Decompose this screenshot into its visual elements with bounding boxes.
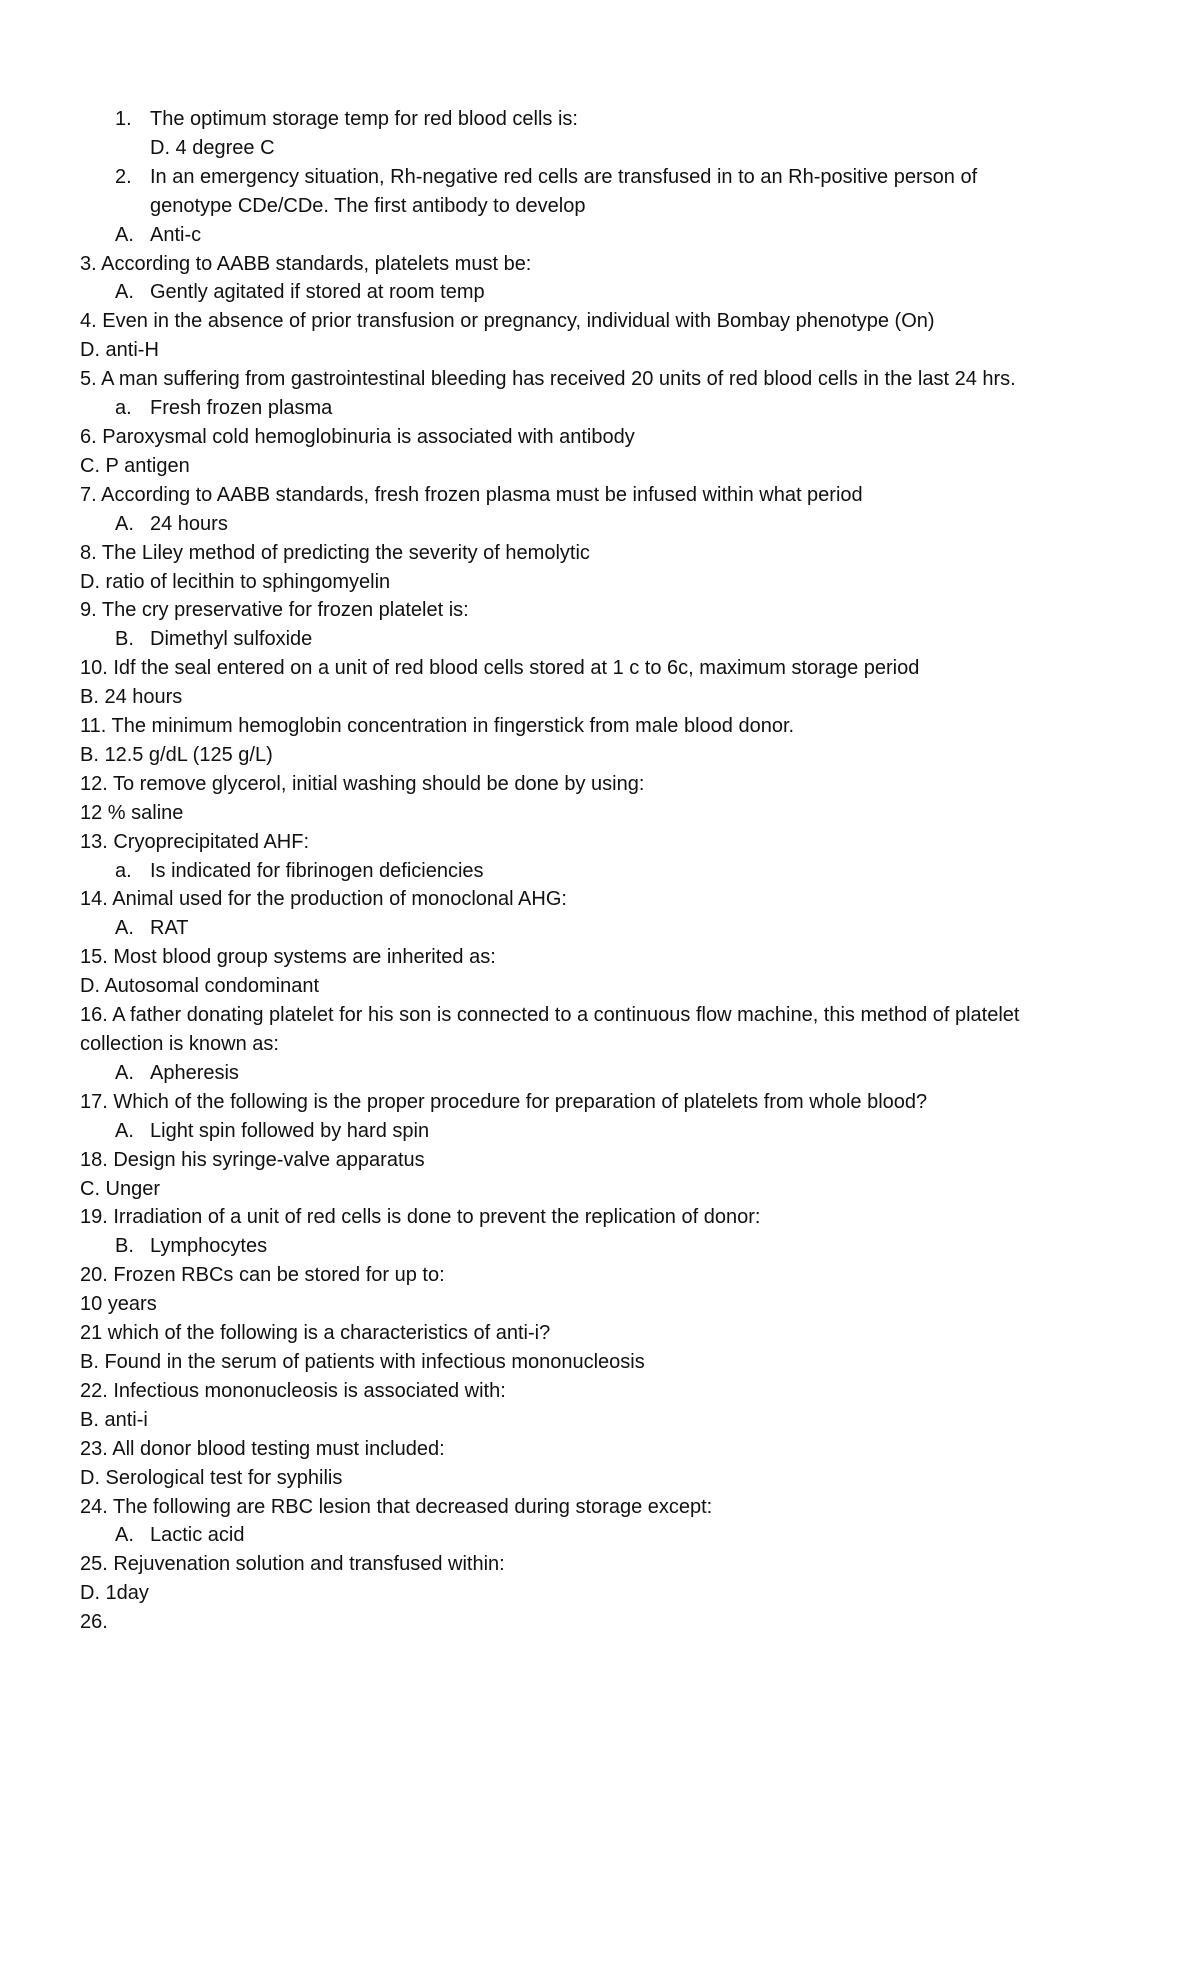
line-text: The optimum storage temp for red blood cells is: (150, 108, 578, 130)
line-text: Lactic acid (150, 1524, 245, 1547)
line-text: Light spin followed by hard spin (150, 1119, 430, 1142)
question-line (80, 1579, 1130, 1608)
question-line (80, 1348, 1130, 1377)
line-text: 5. A man suffering from gastrointestinal bleeding has received 20 units of red blood cells in the last 24 hrs. (80, 368, 1016, 391)
list-marker: 1. (115, 108, 132, 130)
line-text: 7. According to AABB standards, fresh frozen plasma must be infused within what period (80, 483, 863, 506)
list-marker: B. (115, 1235, 134, 1258)
question-line (80, 712, 1130, 741)
list-line (80, 394, 1130, 423)
line-text: D. 1day (80, 1582, 149, 1605)
line-text: genotype CDe/CDe. The first antibody to develop (150, 194, 586, 217)
question-line (80, 307, 1130, 336)
question-line (80, 885, 1130, 914)
line-text: 17. Which of the following is the proper procedure for preparation of platelets from whole blood? (80, 1090, 928, 1113)
question-line (80, 1464, 1130, 1493)
question-line (80, 481, 1130, 510)
question-line (80, 1175, 1130, 1204)
question-line (80, 972, 1130, 1001)
line-text: Is indicated for fibrinogen deficiencies (150, 859, 484, 882)
list-line (80, 914, 1130, 943)
question-line (80, 452, 1130, 481)
line-text: RAT (150, 917, 189, 940)
question-line (80, 770, 1130, 799)
line-text: D. 4 degree C (150, 136, 275, 159)
line-text: Dimethyl sulfoxide (150, 628, 313, 651)
list-marker: A. (115, 917, 134, 940)
line-text: 6. Paroxysmal cold hemoglobinuria is associated with antibody (80, 425, 635, 448)
list-marker: 2. (115, 165, 132, 188)
question-line (80, 1261, 1130, 1290)
question-line (80, 1493, 1130, 1522)
line-text: 21 which of the following is a characteristics of anti-i? (80, 1322, 551, 1345)
list-marker: a. (115, 859, 132, 882)
line-text: 8. The Liley method of predicting the severity of hemolytic (80, 541, 590, 564)
question-line (80, 828, 1130, 857)
line-text: 9. The cry preservative for frozen platelet is: (80, 599, 469, 622)
list-line (80, 278, 1130, 307)
line-text: 13. Cryoprecipitated AHF: (80, 830, 309, 853)
list-marker: a. (115, 397, 132, 420)
list-marker: A. (115, 1524, 134, 1547)
question-line (80, 1319, 1130, 1348)
line-text: C. P antigen (80, 454, 190, 477)
question-line (80, 539, 1130, 568)
line-text: 14. Animal used for the production of monoclonal AHG: (80, 888, 567, 911)
question-line (80, 799, 1130, 828)
line-text: B. Found in the serum of patients with infectious mononucleosis (80, 1350, 645, 1373)
question-line (80, 423, 1130, 452)
list-line (80, 1117, 1130, 1146)
list-line (80, 1521, 1130, 1550)
question-line (80, 1550, 1130, 1579)
list-marker: A. (115, 1119, 134, 1142)
question-line (80, 1290, 1130, 1319)
question-line (80, 1030, 1130, 1059)
list-line (80, 1059, 1130, 1088)
list-marker: A. (115, 1061, 134, 1084)
line-text: Anti-c (150, 223, 202, 246)
question-line (80, 1435, 1130, 1464)
question-line (80, 568, 1130, 597)
line-text: D. Serological test for syphilis (80, 1466, 343, 1489)
line-text: D. anti-H (80, 339, 159, 362)
question-line (80, 654, 1130, 683)
question-line (80, 1088, 1130, 1117)
line-text: 12 % saline (80, 801, 184, 824)
question-line (80, 1406, 1130, 1435)
line-text: 10 years (80, 1293, 157, 1316)
line-text: B. anti-i (80, 1408, 148, 1431)
list-line (80, 163, 1130, 192)
line-text: 24. The following are RBC lesion that decreased during storage except: (80, 1495, 713, 1518)
line-text: 22. Infectious mononucleosis is associated with: (80, 1379, 506, 1402)
list-marker: A. (115, 281, 134, 304)
line-text: 18. Design his syringe-valve apparatus (80, 1148, 425, 1171)
line-text: 19. Irradiation of a unit of red cells is done to prevent the replication of donor: (80, 1206, 761, 1229)
question-line (80, 1001, 1130, 1030)
line-text: 25. Rejuvenation solution and transfused within: (80, 1553, 505, 1576)
line-text: 20. Frozen RBCs can be stored for up to: (80, 1264, 445, 1287)
line-text: Gently agitated if stored at room temp (150, 281, 485, 304)
question-line (80, 943, 1130, 972)
question-line (80, 1608, 1130, 1637)
line-text: 15. Most blood group systems are inherited as: (80, 946, 496, 969)
list-line (80, 105, 1130, 134)
question-line (80, 336, 1130, 365)
line-text: 16. A father donating platelet for his son is connected to a continuous flow machine, this method of platelet (80, 1004, 1020, 1027)
line-text: In an emergency situation, Rh-negative red cells are transfused in to an Rh-positive person of (150, 165, 978, 188)
line-text: D. ratio of lecithin to sphingomyelin (80, 570, 391, 593)
list-line (80, 192, 1130, 221)
line-text: Lymphocytes (150, 1235, 268, 1258)
list-line (80, 221, 1130, 250)
line-text: B. 24 hours (80, 686, 183, 709)
line-text: collection is known as: (80, 1033, 279, 1055)
list-line (80, 1232, 1130, 1261)
document-body (80, 105, 1130, 1637)
list-line (80, 134, 1130, 163)
question-line (80, 365, 1130, 394)
list-marker: A. (115, 223, 134, 246)
line-text: 3. According to AABB standards, platelets must be: (80, 252, 532, 275)
list-marker: A. (115, 512, 134, 535)
list-line (80, 625, 1130, 654)
line-text: Fresh frozen plasma (150, 397, 333, 420)
question-line (80, 741, 1130, 770)
line-text: 12. To remove glycerol, initial washing should be done by using: (80, 772, 645, 795)
question-line (80, 596, 1130, 625)
line-text: 24 hours (150, 512, 228, 535)
question-line (80, 250, 1130, 279)
line-text: 10. Idf the seal entered on a unit of red blood cells stored at 1 c to 6c, maximum storage period (80, 657, 920, 680)
line-text: B. 12.5 g/dL (125 g/L) (80, 743, 273, 766)
line-text: 26. (80, 1611, 108, 1634)
line-text: 4. Even in the absence of prior transfusion or pregnancy, individual with Bombay phenotype (On) (80, 310, 935, 333)
list-line (80, 510, 1130, 539)
line-text: Apheresis (150, 1061, 239, 1084)
question-line (80, 1377, 1130, 1406)
line-text: 23. All donor blood testing must included: (80, 1437, 445, 1460)
question-line (80, 1146, 1130, 1175)
list-line (80, 857, 1130, 886)
question-line (80, 1203, 1130, 1232)
line-text: C. Unger (80, 1177, 161, 1200)
list-marker: B. (115, 628, 134, 651)
line-text: 11. The minimum hemoglobin concentration in fingerstick from male blood donor. (80, 715, 795, 738)
line-text: D. Autosomal condominant (80, 975, 320, 998)
question-line (80, 683, 1130, 712)
